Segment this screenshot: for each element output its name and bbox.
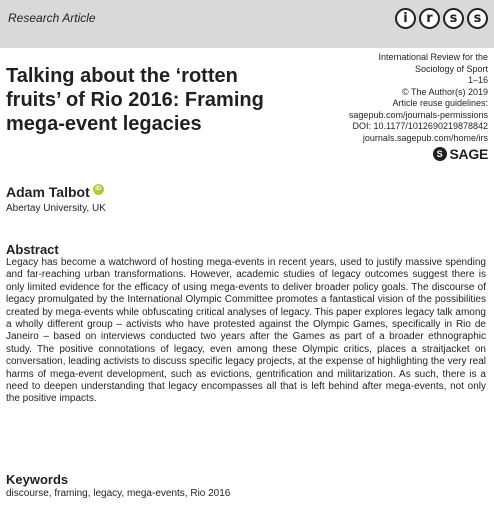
logo-letter: s <box>467 8 488 29</box>
journal-link[interactable]: journals.sagepub.com/home/irs <box>362 132 488 143</box>
page-range: 1–16 <box>467 75 488 85</box>
abstract-heading: Abstract <box>6 242 59 257</box>
author-block <box>6 184 104 200</box>
sage-mark-icon: S <box>433 147 447 161</box>
journal-logo <box>395 8 488 29</box>
sage-logo <box>433 146 488 162</box>
keywords-heading: Keywords <box>6 472 69 487</box>
reuse-guidelines: Article reuse guidelines: <box>392 98 488 108</box>
copyright: © The Author(s) 2019 <box>401 86 488 97</box>
logo-letter: r <box>419 8 440 29</box>
author-name[interactable]: Adam Talbot <box>6 184 90 200</box>
logo-letter: s <box>443 8 464 29</box>
sage-wordmark: SAGE <box>449 146 488 162</box>
journal-name-line2: Sociology of Sport <box>414 63 488 74</box>
author-affiliation: Abertay University, UK <box>6 203 106 214</box>
journal-name-line1: International Review for the <box>378 52 488 62</box>
article-title: Talking about the ‘rotten fruits’ of Rio 2016: Framing mega-event legacies <box>6 65 264 135</box>
keywords-text: discourse, framing, legacy, mega-events, Rio 2016 <box>6 488 231 499</box>
logo-letter: i <box>395 8 416 29</box>
abstract-text: Legacy has become a watchword of hosting mega-events in recent years, used to justify massive spending and far-reaching urban transformations. However, academic studies of legacy outcomes suggest there is only limited evidence for the efficacy of using mega-events to deliver broader policy goals. The discourse of legacy promulgated by the International Olympic Committee promotes a fantastical vision of the possibilities created by mega-events while obfuscating critical analyses of legacy. This paper explores legacy talk among a wholly different group – activists who have protested against the Olympic Games, specifically in Rio de Janeiro – based on interviews conducted two years after the Games as part of a broader ethnographic study. The positive connotations of legacy, even among these Olympic critics, places a straitjacket on conversation, leading activists to discuss specific legacy projects, at the expense of highlighting the very real harms of mega-event development, such as evictions, gentrification and militarization. As such, there is a need to deepen understanding that legacy encompasses all that is left behind after mega-events, not only the positive impacts. <box>6 257 486 405</box>
header-bar <box>0 0 494 48</box>
orcid-icon[interactable]: iD <box>93 184 104 195</box>
doi[interactable]: DOI: 10.1177/1012690219878842 <box>352 121 488 131</box>
permissions-link[interactable]: sagepub.com/journals-permissions <box>348 109 488 120</box>
journal-info <box>288 52 488 144</box>
article-type-label: Research Article <box>8 11 96 25</box>
